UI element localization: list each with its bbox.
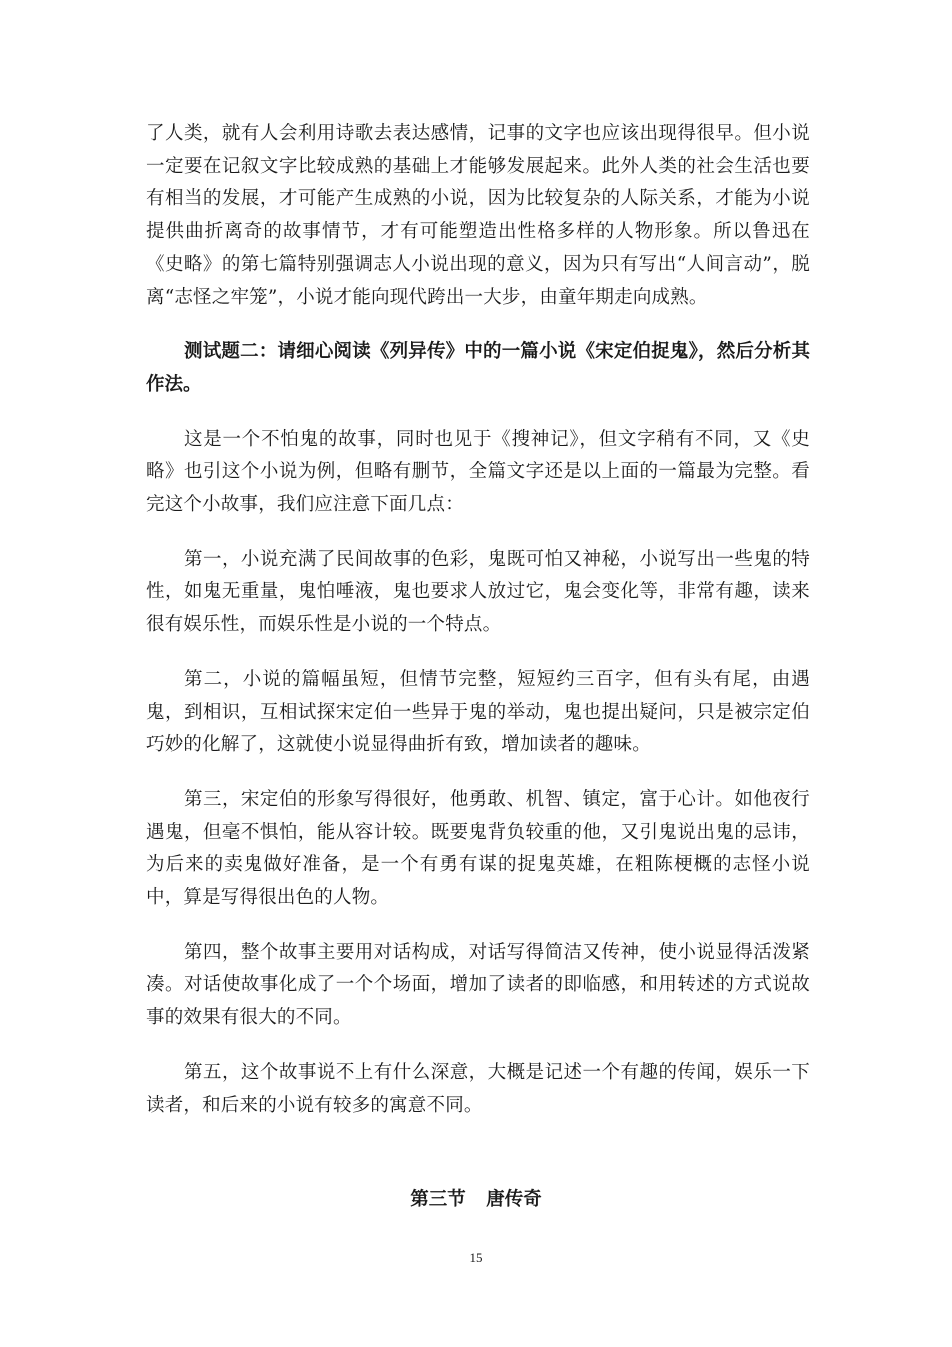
page-number: 15	[469, 1250, 483, 1265]
answer-paragraph-point-1: 第一，小说充满了民间故事的色彩，鬼既可怕又神秘，小说写出一些鬼的特性，如鬼无重量，鬼怕唾液，鬼也要求人放过它，鬼会变化等，非常有趣，读来很有娱乐性，而娱乐性是小说的一个特点。	[146, 548, 810, 636]
answer-paragraph-point-4: 第四，整个故事主要用对话构成，对话写得简洁又传神，使小说显得活泼紧凑。对话使故事化成了一个个场面，增加了读者的即临感，和用转述的方式说故事的效果有很大的不同。	[146, 941, 810, 1029]
test-question-heading: 测试题二：请细心阅读《列异传》中的一篇小说《宋定伯捉鬼》，然后分析其作法。	[146, 341, 810, 395]
answer-paragraph-point-5: 第五，这个故事说不上有什么深意，大概是记述一个有趣的传闻，娱乐一下读者，和后来的小说有较多的寓意不同。	[146, 1061, 810, 1116]
section-heading: 第三节 唐传奇	[410, 1189, 542, 1210]
answer-paragraph-point-2: 第二，小说的篇幅虽短，但情节完整，短短约三百字，但有头有尾，由遇鬼，到相识，互相试探宋定伯一些异于鬼的举动，鬼也提出疑问，只是被宗定伯巧妙的化解了，这就使小说显得曲折有致，增加读者的趣味。	[146, 668, 810, 756]
intro-paragraph: 了人类，就有人会利用诗歌去表达感情，记事的文字也应该出现得很早。但小说一定要在记叙文字比较成熟的基础上才能够发展起来。此外人类的社会生活也要有相当的发展，才可能产生成熟的小说，因为比较复杂的人际关系，才能为小说提供曲折离奇的故事情节，才有可能塑造出性格多样的人物形象。所以鲁迅在《史略》的第七篇特别强调志人小说出现的意义，因为只有写出“人间言动”，脱离“志怪之牢笼”，小说才能向现代跨出一大步，由童年期走向成熟。	[146, 123, 810, 308]
answer-paragraph-intro: 这是一个不怕鬼的故事，同时也见于《搜神记》，但文字稍有不同，又《史略》也引这个小说为例，但略有删节，全篇文字还是以上面的一篇最为完整。看完这个小故事，我们应注意下面几点：	[146, 428, 810, 516]
page-body	[146, 118, 810, 1144]
answer-paragraph-point-3: 第三，宋定伯的形象写得很好，他勇敢、机智、镇定，富于心计。如他夜行遇鬼，但毫不惧怕，能从容计较。既要鬼背负较重的他，又引鬼说出鬼的忌讳，为后来的卖鬼做好准备，是一个有勇有谋的捉鬼英雄，在粗陈梗概的志怪小说中，算是写得很出色的人物。	[146, 788, 810, 909]
